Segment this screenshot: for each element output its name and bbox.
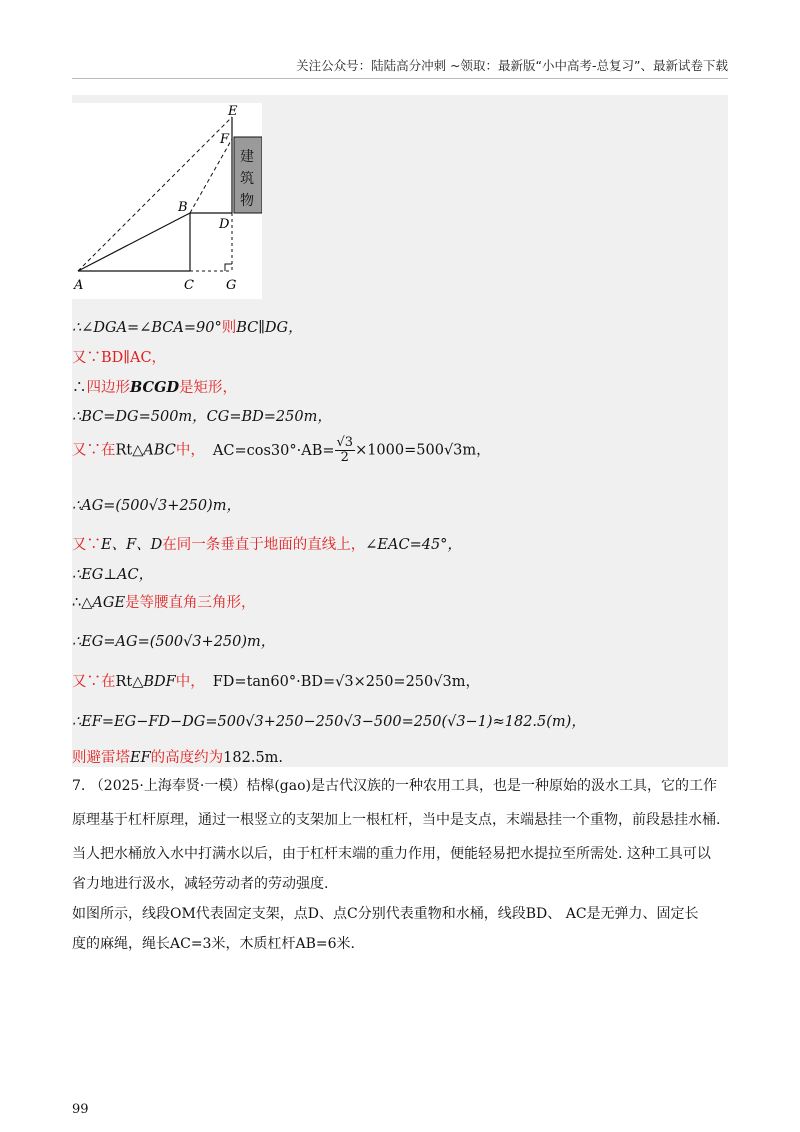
line6-math: ∴AG=(500√3+250)m， [72, 498, 241, 514]
question-line-1: 7. （2025·上海奉贤·一模）桔槔(gao)是古代汉族的一种农用工具，也是一种原始的汲水工具，它的工作 [72, 778, 717, 794]
line5-text-a: 又∵在 [72, 442, 116, 459]
label-B: B [178, 200, 188, 215]
solution-line-6 [72, 494, 241, 515]
label-C: C [184, 278, 194, 293]
solution-line-4 [72, 405, 332, 426]
solution-line-2 [72, 346, 166, 367]
line7-text-b: 在同一条垂直于地面的直线上， [162, 537, 366, 553]
line7-text-a: 又∵ [72, 537, 101, 553]
question-line-4: 省力地进行汲水，减轻劳动者的劳动强度. [72, 876, 329, 892]
solution-line-12 [72, 710, 586, 731]
line-AE [78, 117, 232, 271]
line5-math-a: AC=cos30°·AB= [212, 442, 335, 459]
right-angle-mark [225, 264, 232, 271]
label-E: E [228, 104, 238, 119]
line4-math: ∴BC=DG=500m，CG=BD=250m， [72, 409, 332, 425]
fraction-numerator: √3 [336, 435, 354, 450]
building-char-1: 建 [240, 149, 254, 165]
line1-text: 则 [221, 320, 237, 336]
line3-text-a: 四边形 [86, 380, 130, 396]
line11-rt: Rt△ [115, 674, 144, 690]
line8-math: ∴EG⊥AC， [72, 567, 154, 583]
solution-line-1 [72, 316, 303, 337]
solution-line-5 [72, 436, 491, 465]
page-number: 99 [72, 1102, 89, 1117]
line1-math-b: BC∥DG， [236, 320, 303, 336]
line13-answer: 182.5m. [223, 750, 284, 766]
fraction-denominator: 2 [340, 450, 349, 465]
line3-therefore: ∴ [72, 380, 87, 396]
question-line-5: 如图所示，线段OM代表固定支架，点D、点C分别代表重物和水桶，线段BD、 AC是无弹力、固定长 [72, 906, 699, 922]
label-A: A [74, 278, 84, 293]
line11-math: FD=tan60°·BD=√3×250=250√3m， [212, 674, 480, 690]
line9-therefore: ∴ [72, 595, 82, 611]
line5-text-b: 中， [175, 442, 205, 459]
solution-line-9 [72, 591, 256, 612]
line13-ef: EF [130, 750, 151, 766]
line11-text-a: 又∵在 [72, 674, 116, 690]
line11-triangle: BDF [143, 674, 176, 690]
line7-angle: ∠EAC=45°， [365, 537, 462, 553]
line13-text-a: 则避雷塔 [72, 750, 130, 766]
line3-text-b: 是矩形， [179, 380, 238, 396]
label-F: F [220, 132, 230, 147]
question-line-3: 当人把水桶放入水中打满水以后，由于杠杆末端的重力作用，便能轻易把水提拉至所需处. 这种工具可以 [72, 846, 711, 862]
line-AB [78, 213, 190, 271]
line-BF [190, 139, 232, 213]
solution-line-11 [72, 670, 480, 691]
header-divider [72, 78, 728, 79]
fraction-sqrt3-over-2 [335, 436, 356, 465]
solution-block [72, 95, 728, 767]
line5-rt: Rt△ [115, 442, 144, 459]
solution-line-10 [72, 630, 275, 651]
line5-triangle: ABC [143, 442, 176, 459]
solution-line-8 [72, 563, 153, 584]
question-line-2: 原理基于杠杆原理，通过一根竖立的支架加上一根杠杆，当中是支点，末端悬挂一个重物，前段悬挂水桶. [72, 812, 721, 828]
label-D: D [219, 217, 230, 232]
building-char-3: 物 [240, 193, 254, 209]
page-header: 关注公众号：陆陆高分冲刺 ~领取：最新版“小中高考-总复习”、最新试卷下载 [296, 58, 728, 73]
line12-math: ∴EF=EG−FD−DG=500√3+250−250√3−500=250(√3−1)≈182.5(m)， [72, 714, 586, 730]
solution-line-13 [72, 746, 283, 767]
line1-math-a: ∴∠DGA=∠BCA=90° [72, 320, 222, 336]
figure-svg [72, 103, 262, 299]
line5-math-b: ×1000=500√3m， [355, 442, 491, 459]
line3-math: BCGD [130, 379, 180, 396]
line7-points: E、F、D [101, 537, 163, 553]
line9-triangle: △AGE [81, 595, 126, 611]
line11-text-b: 中， [175, 674, 205, 690]
question-line-6: 度的麻绳，绳长AC=3米，木质杠杆AB=6米. [72, 936, 355, 952]
line10-math: ∴EG=AG=(500√3+250)m， [72, 634, 276, 650]
line9-text: 是等腰直角三角形， [125, 595, 256, 611]
solution-line-3 [72, 376, 237, 397]
geometry-figure [72, 103, 262, 299]
building-char-2: 筑 [240, 171, 254, 187]
line2-text: 又∵BD∥AC， [72, 350, 167, 366]
label-G: G [226, 278, 237, 293]
solution-line-7 [72, 533, 462, 554]
line13-text-b: 的高度约为 [150, 750, 224, 766]
